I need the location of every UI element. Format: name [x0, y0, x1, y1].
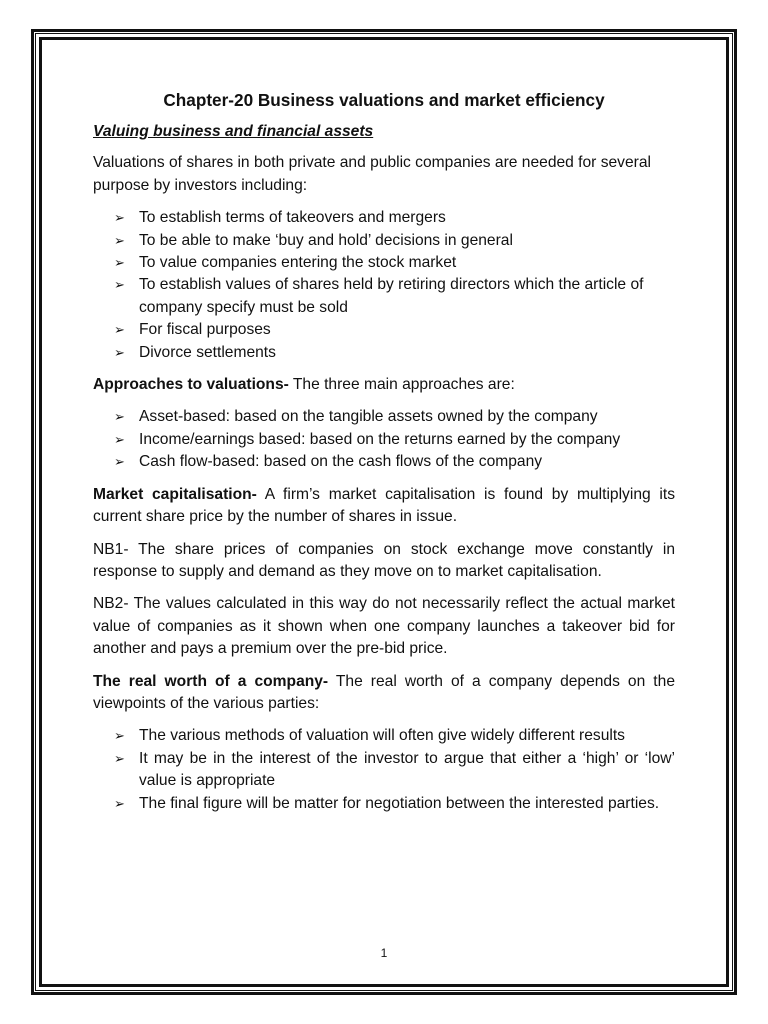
intro-paragraph: Valuations of shares in both private and public companies are needed for several purpose by investors including: — [93, 154, 651, 194]
approaches-list — [93, 406, 675, 473]
list-item: ➢ The various methods of valuation will often give widely different results — [139, 725, 675, 747]
page-number: 1 — [380, 946, 388, 960]
arrow-bullet-icon: ➢ — [114, 255, 125, 271]
arrow-bullet-icon: ➢ — [114, 277, 125, 293]
section-heading: Valuing business and financial assets — [93, 123, 374, 140]
list-item: ➢ The final figure will be matter for negotiation between the interested parties. — [139, 793, 675, 815]
arrow-bullet-icon: ➢ — [114, 322, 125, 338]
list-item: ➢ Income/earnings based: based on the returns earned by the company — [139, 429, 675, 451]
list-item: ➢ Divorce settlements — [139, 342, 675, 364]
market-cap-paragraph: Market capitalisation- A firm’s market capitalisation is found by multiplying its current share price by the number of shares in issue. — [93, 485, 675, 526]
arrow-bullet-icon: ➢ — [114, 454, 125, 470]
arrow-bullet-icon: ➢ — [114, 232, 125, 248]
arrow-bullet-icon: ➢ — [114, 344, 125, 360]
market-cap-heading: Market capitalisation- — [93, 485, 257, 503]
list-item: ➢ To establish terms of takeovers and mergers — [139, 207, 675, 229]
real-worth-list — [93, 725, 675, 815]
arrow-bullet-icon: ➢ — [114, 431, 125, 447]
arrow-bullet-icon: ➢ — [114, 409, 125, 425]
page-title: Chapter-20 Business valuations and market efficiency — [163, 90, 605, 110]
list-item: ➢ It may be in the interest of the investor to argue that either a ‘high’ or ‘low’ value is appropriate — [114, 749, 675, 790]
real-worth-heading: The real worth of a company- — [93, 672, 329, 690]
arrow-bullet-icon: ➢ — [114, 795, 125, 811]
list-item: ➢ Asset-based: based on the tangible assets owned by the company — [139, 406, 675, 428]
document-body — [93, 88, 675, 825]
approaches-heading: Approaches to valuations- — [93, 376, 289, 394]
nb1-paragraph: NB1- The share prices of companies on stock exchange move constantly in response to supply and demand as they move on to market capitalisation. — [93, 540, 675, 580]
approaches-paragraph: Approaches to valuations- The three main approaches are: — [93, 376, 515, 394]
purposes-list — [93, 207, 675, 364]
list-item: ➢ To establish values of shares held by retiring directors which the article of company specify must be sold — [114, 276, 644, 316]
arrow-bullet-icon: ➢ — [114, 750, 125, 766]
arrow-bullet-icon: ➢ — [114, 728, 125, 744]
list-item: ➢ Cash flow-based: based on the cash flows of the company — [139, 451, 675, 473]
list-item: ➢ For fiscal purposes — [139, 319, 675, 341]
list-item: ➢ To value companies entering the stock market — [139, 252, 675, 274]
real-worth-paragraph: The real worth of a company- The real worth of a company depends on the viewpoints of the various parties: — [93, 672, 675, 712]
arrow-bullet-icon: ➢ — [114, 210, 125, 226]
nb2-paragraph: NB2- The values calculated in this way do not necessarily reflect the actual market value of companies as it shown when one company launches a takeover bid for another and pays a premium over the pre-bid price. — [93, 595, 675, 658]
list-item: ➢ To be able to make ‘buy and hold’ decisions in general — [139, 230, 675, 252]
